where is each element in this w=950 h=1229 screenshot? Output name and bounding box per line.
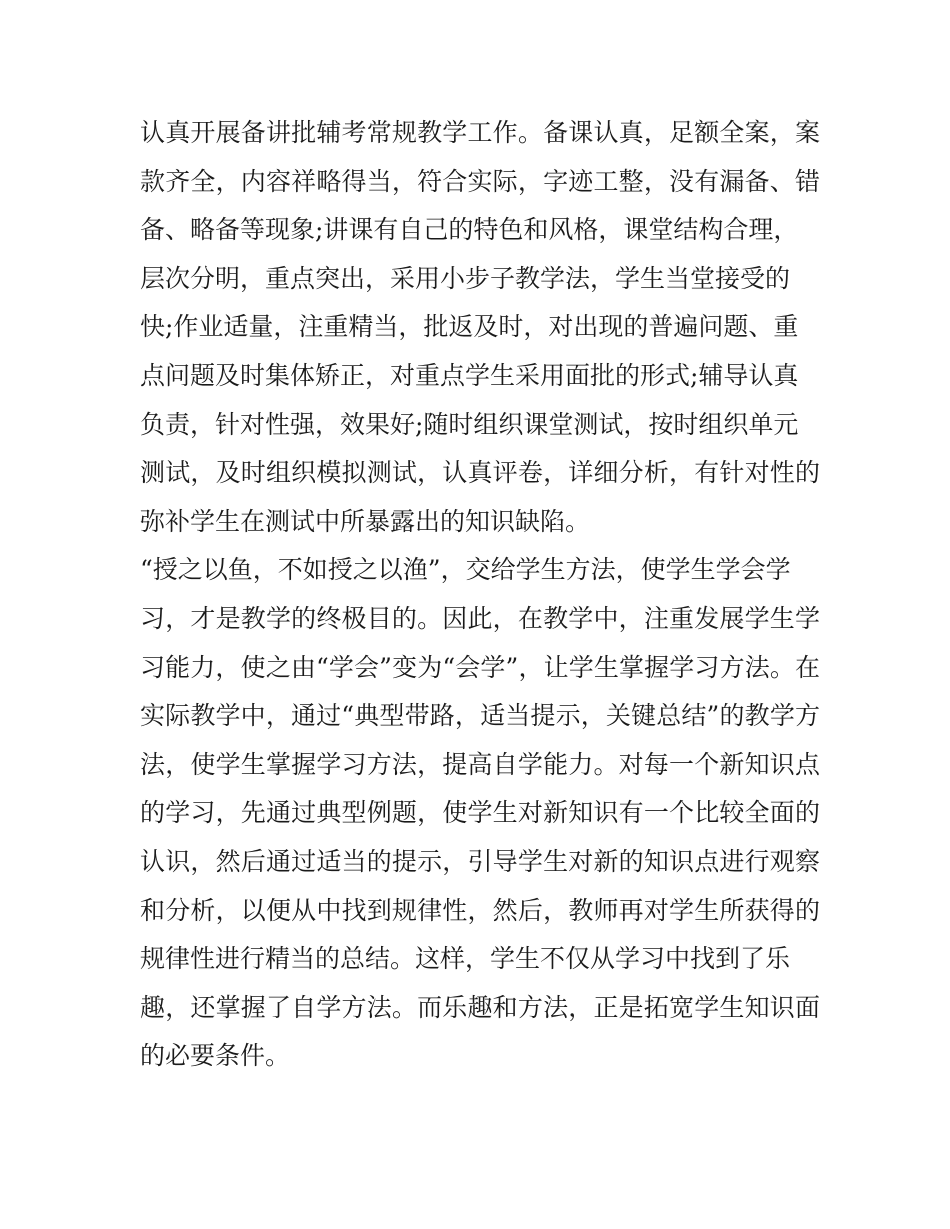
paragraph-learning-methods (140, 546, 820, 1081)
text-line: 的必要条件。 (140, 1041, 291, 1071)
text-line: 规律性进行精当的总结。这样，学生不仅从学习中找到了乐 (140, 944, 791, 974)
body-text (140, 109, 820, 1081)
text-line: 点问题及时集体矫正，对重点学生采用面批的形式;辅导认真 (140, 360, 799, 390)
text-line: 备、略备等现象;讲课有自己的特色和风格，课堂结构合理， (140, 215, 799, 245)
text-line: 测试，及时组织模拟测试，认真评卷，详细分析，有针对性的 (140, 458, 820, 488)
text-line: 认真开展备讲批辅考常规教学工作。备课认真，足额全案，案 (140, 118, 820, 147)
text-line: “授之以鱼，不如授之以渔”，交给学生方法，使学生学会学 (140, 555, 791, 585)
text-line: 认识，然后通过适当的提示，引导学生对新的知识点进行观察 (140, 846, 820, 876)
text-line: 层次分明，重点突出，采用小步子教学法，学生当堂接受的 (140, 263, 791, 293)
text-line: 款齐全，内容祥略得当，符合实际，字迹工整，没有漏备、错 (140, 166, 820, 196)
paragraph-teaching-routine (140, 109, 820, 546)
text-line: 法，使学生掌握学习方法，提高自学能力。对每一个新知识点 (140, 749, 820, 779)
text-line: 的学习，先通过典型例题，使学生对新知识有一个比较全面的 (140, 798, 820, 828)
text-line: 和分析，以便从中找到规律性，然后，教师再对学生所获得的 (140, 895, 820, 925)
text-line: 弥补学生在测试中所暴露出的知识缺陷。 (140, 506, 591, 536)
text-line: 习，才是教学的终极目的。因此，在教学中，注重发展学生学 (140, 603, 820, 633)
text-line: 快;作业适量，注重精当，批返及时，对出现的普遍问题、重 (140, 312, 799, 342)
text-line: 习能力，使之由“学会”变为“会学”，让学生掌握学习方法。在 (140, 652, 820, 682)
text-line: 实际教学中，通过“典型带路，适当提示，关键总结”的教学方 (140, 701, 820, 731)
text-line: 趣，还掌握了自学方法。而乐趣和方法，正是拓宽学生知识面 (140, 992, 820, 1022)
text-line: 负责，针对性强，效果好;随时组织课堂测试，按时组织单元 (140, 409, 799, 439)
